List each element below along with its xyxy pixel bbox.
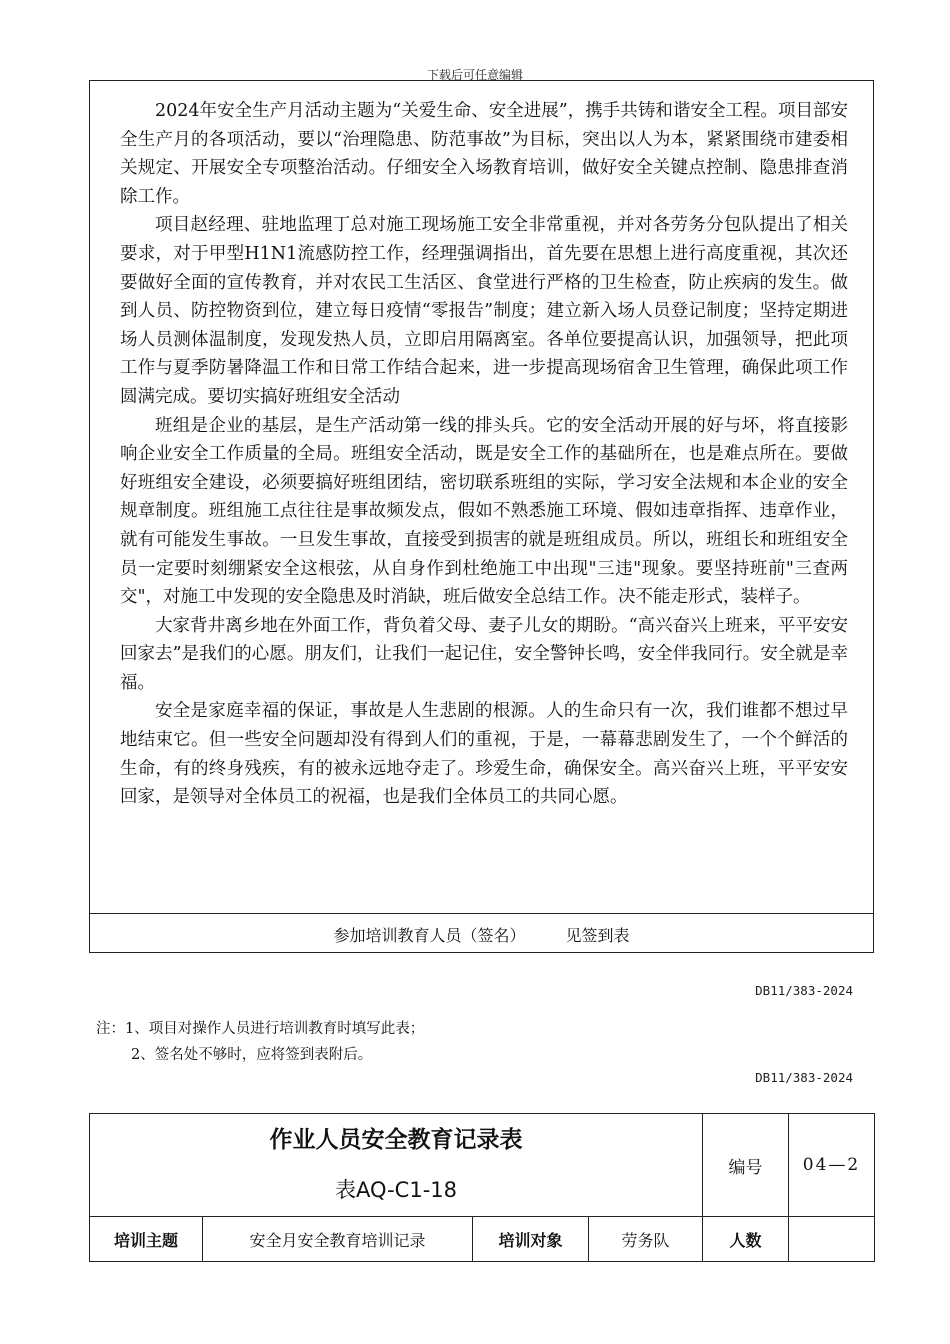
number-label: 编号 — [703, 1114, 789, 1217]
paragraph: 大家背井离乡地在外面工作，背负着父母、妻子儿女的期盼。“高兴奋兴上班来，平平安安回家去”是我们的心愿。朋友们，让我们一起记住，安全警钟长鸣，安全伴我同行。安全就是幸福。 — [120, 615, 848, 693]
standard-code: DB11/383-2024 — [755, 983, 853, 998]
signature-label: 参加培训教育人员（签名） — [333, 925, 526, 945]
form-title-cell — [90, 1114, 703, 1217]
number-value: 04—2 — [789, 1114, 875, 1217]
standard-code-bottom: DB11/383-2024 — [755, 1070, 853, 1085]
training-content — [120, 97, 848, 812]
form-title: 作业人员安全教育记录表 — [269, 1127, 523, 1153]
note-line-2: 2、签名处不够时，应将签到表附后。 — [131, 1047, 373, 1063]
signature-row — [90, 913, 873, 954]
target-label: 培训对象 — [473, 1217, 589, 1262]
target-value: 劳务队 — [589, 1217, 703, 1262]
topic-value: 安全月安全教育培训记录 — [203, 1217, 473, 1262]
paragraph: 2024年安全生产月活动主题为“关爱生命、安全进展”，携手共铸和谐安全工程。项目部安全生产月的各项活动，要以“治理隐患、防范事故”为目标，突出以人为本，紧紧围绕市建委相关规定、开展安全专项整治活动。仔细安全入场教育培训，做好安全关键点控制、隐患排查消除工作。 — [120, 101, 848, 207]
education-record-form — [89, 1113, 875, 1262]
count-value — [789, 1217, 875, 1262]
paragraph: 安全是家庭幸福的保证，事故是人生悲剧的根源。人的生命只有一次，我们谁都不想过早地结束它。但一些安全问题却没有得到人们的重视，于是，一幕幕悲剧发生了，一个个鲜活的生命，有的终身残疾，有的被永远地夺走了。珍爱生命，确保安全。高兴奋兴上班，平平安安回家，是领导对全体员工的祝福，也是我们全体员工的共同心愿。 — [120, 701, 848, 808]
paragraph: 项目赵经理、驻地监理丁总对施工现场施工安全非常重视，并对各劳务分包队提出了相关要求，对于甲型H1N1流感防控工作，经理强调指出，首先要在思想上进行高度重视，其次还要做好全面的宣传教育，并对农民工生活区、食堂进行严格的卫生检查，防止疾病的发生。做到人员、防控物资到位，建立每日疫情“零报告”制度；建立新入场人员登记制度；坚持定期进场人员测体温制度，发现发热人员，立即启用隔离室。各单位要提高认识，加强领导，把此项工作与夏季防暑降温工作和日常工作结合起来，进一步提高现场宿舍卫生管理，确保此项工作圆满完成。要切实搞好班组安全活动 — [120, 215, 848, 407]
topic-label: 培训主题 — [90, 1217, 203, 1262]
form-subtitle: 表AQ-C1-18 — [334, 1178, 457, 1202]
paragraph: 班组是企业的基层，是生产活动第一线的排头兵。它的安全活动开展的好与坏，将直接影响企业安全工作质量的全局。班组安全活动，既是安全工作的基础所在，也是难点所在。要做好班组安全建设，必须要搞好班组团结，密切联系班组的实际，学习安全法规和本企业的安全规章制度。班组施工点往往是事故频发点，假如不熟悉施工环境、假如违章指挥、违章作业，就有可能发生事故。一旦发生事故，直接受到损害的就是班组成员。所以，班组长和班组安全员一定要时刻绷紧安全这根弦，从自身作到杜绝施工中出现"三违"现象。要坚持班前"三查两交"，对施工中发现的安全隐患及时消缺，班后做安全总结工作。决不能走形式，装样子。 — [120, 415, 848, 608]
training-content-box — [89, 80, 874, 953]
notes — [96, 1016, 424, 1068]
note-line-1: 注：1、项目对操作人员进行培训教育时填写此表； — [96, 1021, 425, 1037]
count-label: 人数 — [703, 1217, 789, 1262]
signature-value: 见签到表 — [565, 925, 630, 945]
header-note: 下载后可任意编辑 — [426, 68, 523, 82]
